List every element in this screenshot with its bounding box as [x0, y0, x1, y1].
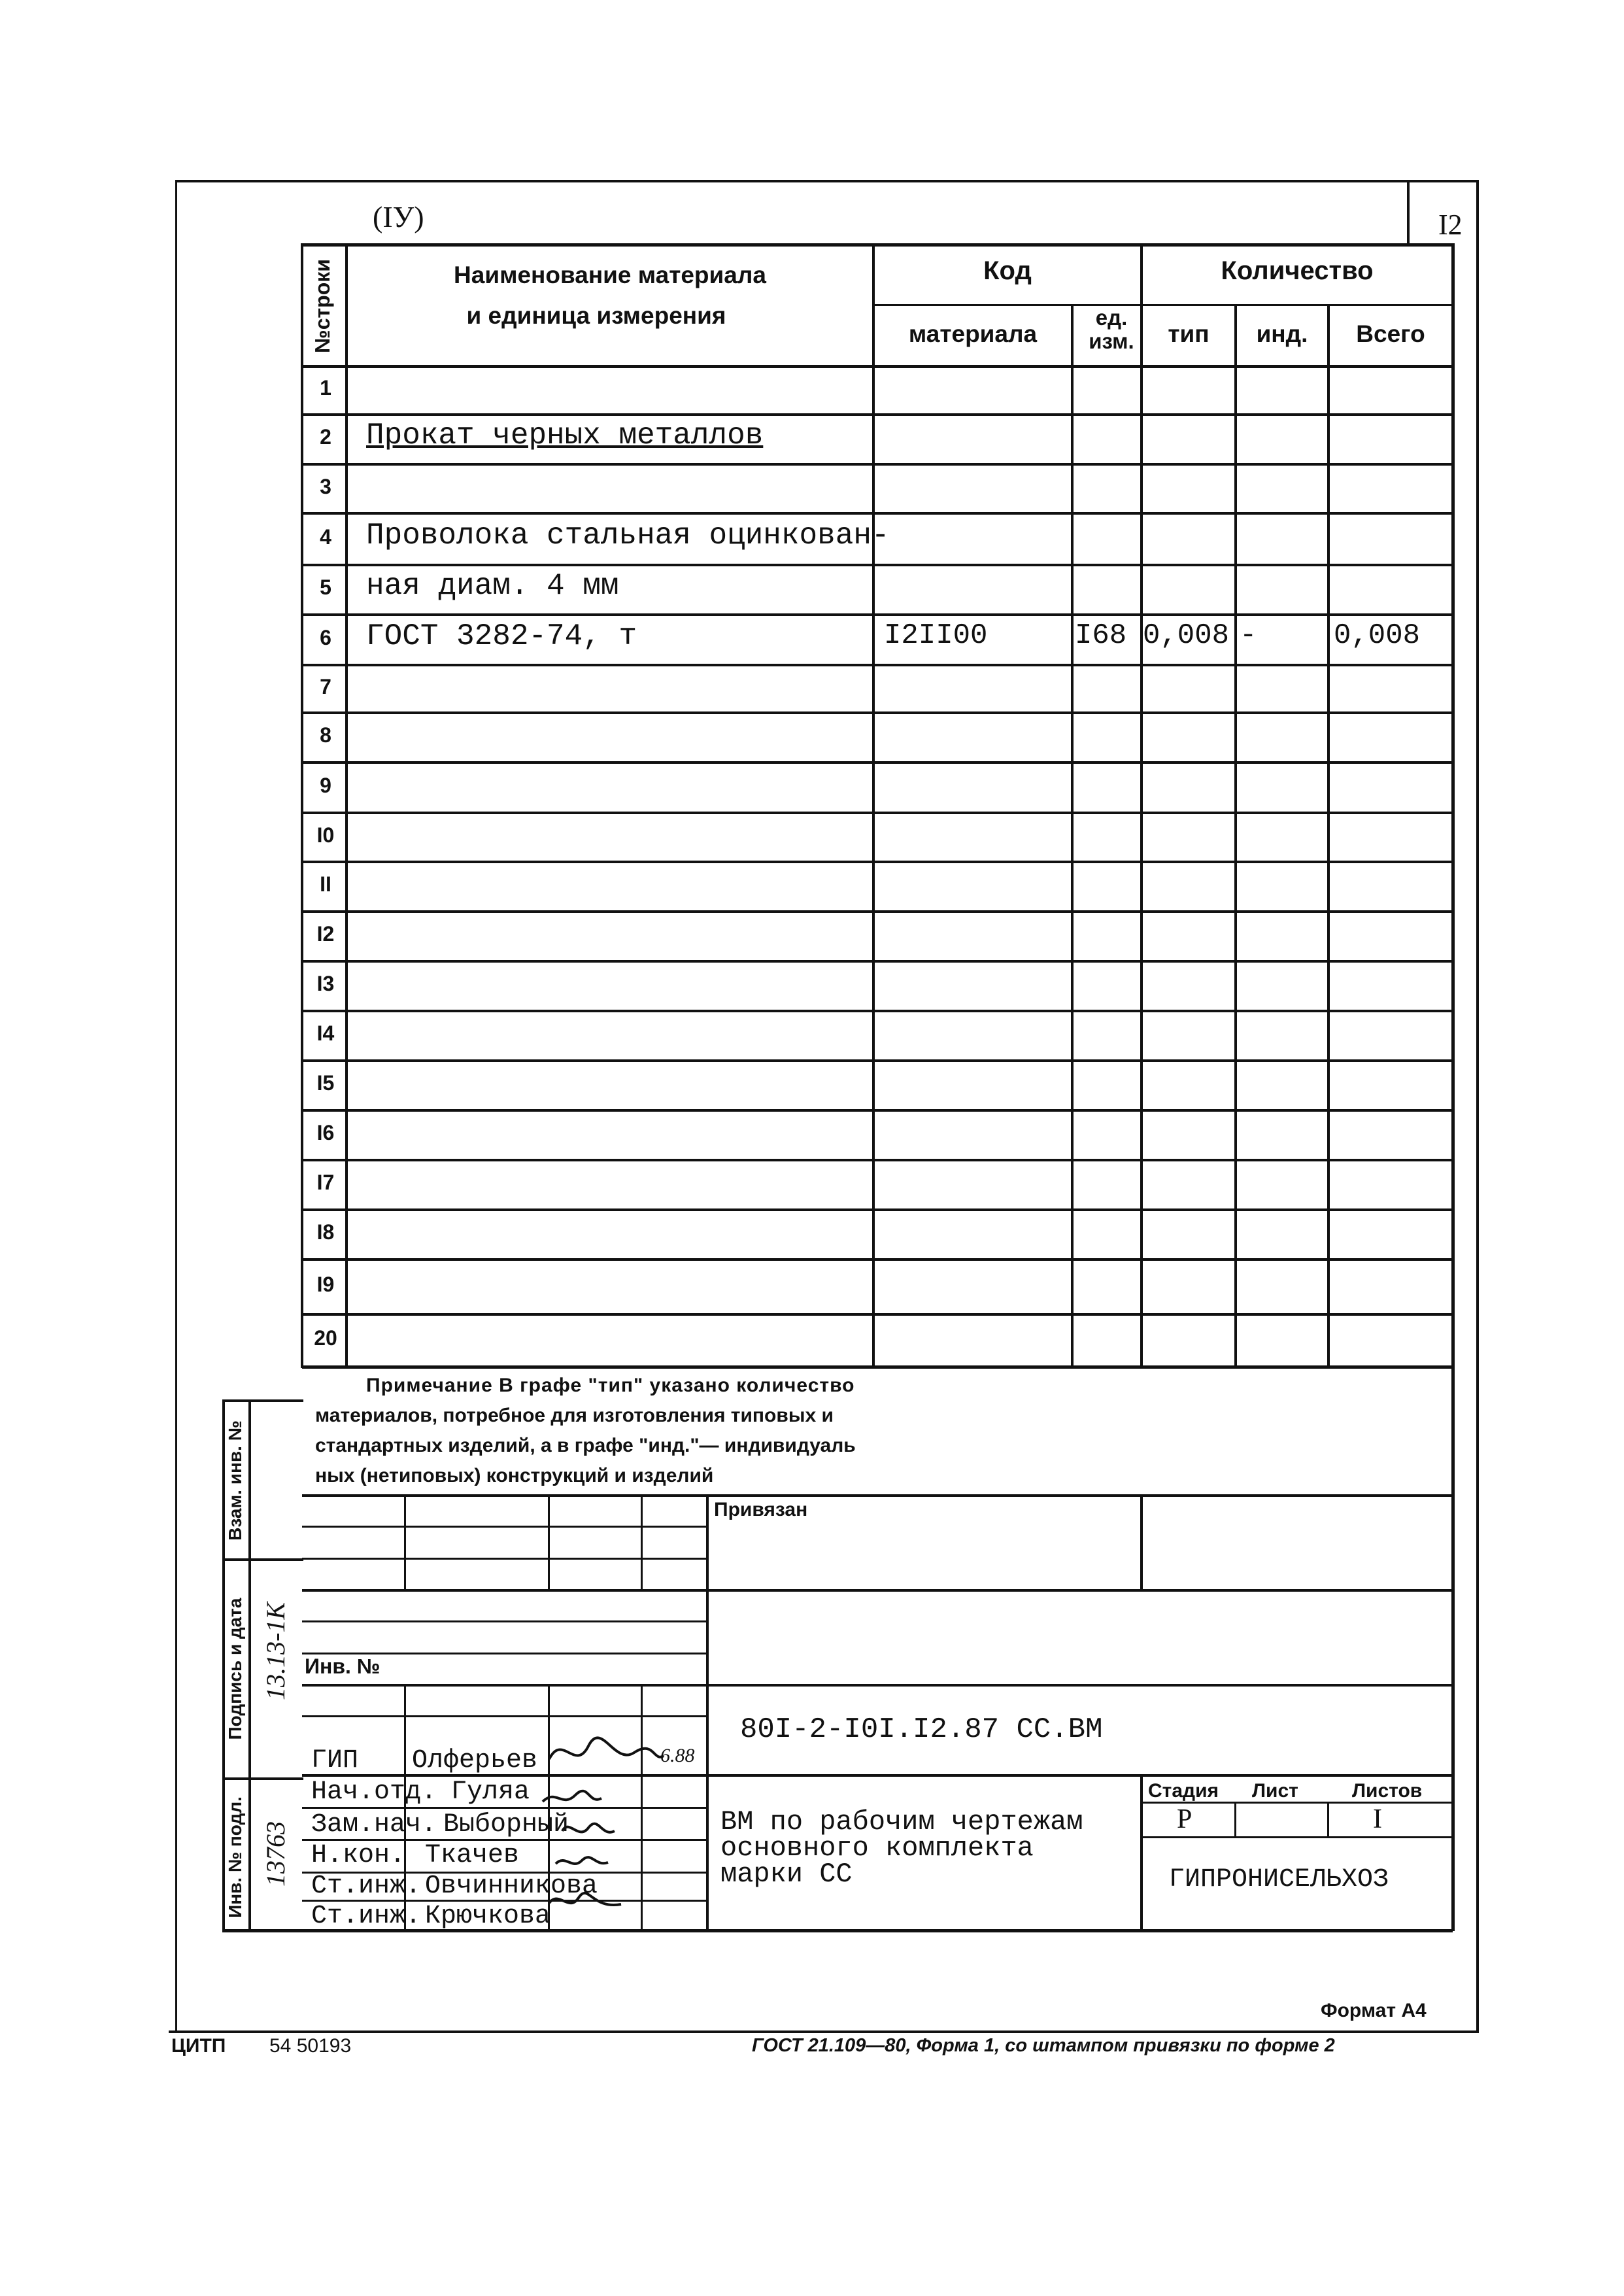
- row-separator: [302, 861, 1453, 863]
- inv-no-label: Инв. №: [305, 1654, 381, 1678]
- doc-title-line3: марки СС: [720, 1859, 853, 1890]
- cell-name: ная диам. 4 мм: [366, 569, 619, 603]
- header-bottom-line: [302, 365, 1453, 368]
- sheets-value: I: [1373, 1804, 1382, 1834]
- stamp-h-4: [302, 1620, 707, 1622]
- header-qty-ind: инд.: [1256, 320, 1308, 347]
- footer-number: 54 50193: [269, 2035, 352, 2057]
- stamp-h-1: [302, 1526, 707, 1528]
- row-number: I2: [316, 922, 335, 946]
- code-subheader-line: [873, 304, 1453, 306]
- table-right-line: [1451, 243, 1455, 1368]
- side-sep-1: [222, 1558, 303, 1561]
- signature-name-4: Ткачев: [425, 1841, 520, 1870]
- stage-label: Стадия: [1148, 1780, 1219, 1802]
- row-separator: [302, 1313, 1453, 1316]
- row-number: I7: [316, 1171, 335, 1194]
- row-separator: [302, 413, 1453, 416]
- row-separator: [302, 1159, 1453, 1161]
- side-inv-handwritten: 13763: [261, 1821, 290, 1887]
- signature-role-1: ГИП: [311, 1746, 359, 1775]
- stamp-v-main: [706, 1494, 709, 1931]
- row-number: I0: [316, 823, 335, 847]
- signature-role-4: Н.кон.: [311, 1841, 406, 1870]
- side-top-line: [222, 1399, 303, 1402]
- row-number: 20: [314, 1326, 337, 1350]
- col-line-4: [1140, 243, 1143, 1368]
- header-code-unit: ед. изм.: [1089, 305, 1134, 353]
- signature-name-1: Олферьев: [412, 1746, 538, 1775]
- stamp-v-3: [641, 1494, 643, 1589]
- row-separator: [302, 1010, 1453, 1012]
- header-qty-total: Всего: [1356, 320, 1425, 347]
- signature-name-6: Крючкова: [425, 1902, 551, 1931]
- stamp-h-2: [302, 1558, 707, 1560]
- organization-name: ГИПРОНИСЕЛЬХОЗ: [1169, 1865, 1389, 1894]
- frame-right-line: [1476, 180, 1479, 2033]
- side-date-handwritten: 13.13-1К: [261, 1602, 290, 1700]
- signature-role-2: Нач.отд.: [311, 1777, 437, 1807]
- format-label: Формат А4: [1321, 2000, 1427, 2021]
- row-separator: [302, 761, 1453, 764]
- sheet-box-left-line: [1407, 180, 1410, 245]
- stamp-v-sheet: [1234, 1802, 1236, 1838]
- cell-ind: -: [1240, 619, 1257, 652]
- signature-date-1: 6.88: [660, 1745, 695, 1766]
- header-name-line2: и единица измерения: [466, 302, 726, 329]
- stamp-v-stage: [1140, 1774, 1143, 1931]
- cell-name: ГОСТ 3282-74, т: [366, 619, 637, 653]
- note-line-3: стандартных изделий, а в графе "инд."— индивидуаль: [315, 1435, 856, 1456]
- row-number: 2: [320, 425, 331, 449]
- stamp-h-6: [302, 1684, 1453, 1687]
- frame-bottom-line: [169, 2030, 1476, 2033]
- signature-role-6: Ст.инж.: [311, 1902, 422, 1931]
- side-sep-2: [222, 1777, 303, 1780]
- frame-left-line: [175, 180, 177, 2030]
- row-number: I9: [316, 1273, 335, 1296]
- row-separator: [302, 512, 1453, 515]
- signature-name-2: Гуляа: [451, 1777, 530, 1807]
- row-number: 7: [320, 674, 331, 698]
- cell-name: Проволока стальная оцинкован-: [366, 518, 890, 553]
- row-separator: [302, 1059, 1453, 1062]
- header-code: Код: [983, 256, 1032, 285]
- row-separator: [302, 463, 1453, 466]
- row-number: 9: [320, 773, 331, 797]
- cell-total: 0,008: [1334, 619, 1421, 652]
- signature-role-5: Ст.инж.: [311, 1872, 422, 1901]
- row-number: 5: [320, 575, 331, 599]
- stamp-h-3: [302, 1589, 1453, 1592]
- footer-gost: ГОСТ 21.109—80, Форма 1, со штампом привязки по форме 2: [752, 2035, 1335, 2056]
- signature-name-3: Выборный: [443, 1810, 569, 1840]
- note-top-line: [302, 1365, 1453, 1369]
- row-number: 6: [320, 625, 331, 649]
- cell-unit: I68: [1075, 619, 1127, 652]
- row-number: I4: [316, 1021, 335, 1045]
- handwritten-signatures: [536, 1726, 667, 1923]
- sheet-label: Лист: [1252, 1780, 1298, 1802]
- stamp-v-2: [548, 1494, 550, 1589]
- header-quantity: Количество: [1221, 256, 1374, 285]
- note-line-2: материалов, потребное для изготовления типовых и: [315, 1405, 834, 1426]
- row-number: I8: [316, 1220, 335, 1244]
- side-label-vzam: Взам. инв. №: [225, 1420, 245, 1541]
- privyazan-label: Привязан: [714, 1499, 808, 1520]
- frame-top-line: [177, 180, 1478, 182]
- note-line-1: Примечание В графе "тип" указано количество: [366, 1375, 855, 1396]
- header-name-line1: Наименование материала: [454, 262, 766, 288]
- sheet-number: I2: [1438, 209, 1463, 241]
- col-line-2: [872, 243, 875, 1368]
- doc-title-line1: ВМ по рабочим чертежам: [720, 1806, 1083, 1838]
- row-number: 3: [320, 474, 331, 498]
- side-label-podpis: Подпись и дата: [225, 1598, 245, 1740]
- stage-value: Р: [1177, 1804, 1193, 1834]
- table-left-line: [301, 243, 303, 1368]
- row-separator: [302, 1208, 1453, 1211]
- stamp-right-line: [1451, 1365, 1455, 1931]
- signature-role-3: Зам.нач.: [311, 1810, 437, 1840]
- row-separator: [302, 1109, 1453, 1112]
- document-code: 80I-2-I0I.I2.87 СС.ВМ: [740, 1713, 1103, 1746]
- header-code-material: материала: [908, 320, 1038, 347]
- side-mid-line: [248, 1399, 251, 1932]
- sheets-label: Листов: [1352, 1780, 1423, 1802]
- row-number: 1: [320, 376, 331, 400]
- stamp-v-privyazan: [1140, 1494, 1143, 1589]
- row-number: I5: [316, 1071, 335, 1095]
- row-number: 4: [320, 524, 331, 549]
- row-number: I3: [316, 972, 335, 995]
- row-number: 8: [320, 723, 331, 747]
- cell-type: 0,008: [1143, 619, 1230, 652]
- row-separator: [302, 711, 1453, 714]
- note-line-4: ных (нетиповых) конструкций и изделий: [315, 1465, 714, 1486]
- row-separator: [302, 812, 1453, 814]
- cell-name: Прокат черных металлов: [366, 419, 764, 453]
- header-qty-type: тип: [1168, 320, 1210, 347]
- row-number: I6: [316, 1121, 335, 1144]
- row-separator: [302, 613, 1453, 616]
- row-number: II: [320, 872, 331, 896]
- stage-values-line: [1140, 1836, 1453, 1838]
- stamp-h-7: [302, 1715, 707, 1717]
- row-separator: [302, 664, 1453, 666]
- row-separator: [302, 960, 1453, 963]
- header-row-number: №строки: [311, 259, 334, 353]
- row-separator: [302, 564, 1453, 566]
- table-top-line: [302, 243, 1453, 247]
- row-separator: [302, 1258, 1453, 1261]
- signature-name-5: Овчинникова: [425, 1872, 598, 1901]
- section-mark: (IУ): [373, 200, 424, 233]
- footer-org: ЦИТП: [171, 2035, 226, 2057]
- doc-title-line2: основного комплекта: [720, 1832, 1034, 1864]
- side-label-inv-podl: Инв. № подл.: [225, 1796, 245, 1918]
- col-line-1: [345, 243, 348, 1368]
- row-separator: [302, 910, 1453, 913]
- stamp-h-top: [302, 1494, 1453, 1497]
- stamp-v-1: [404, 1494, 406, 1589]
- cell-code: I2II00: [884, 619, 988, 652]
- stamp-v-sheets: [1327, 1802, 1329, 1838]
